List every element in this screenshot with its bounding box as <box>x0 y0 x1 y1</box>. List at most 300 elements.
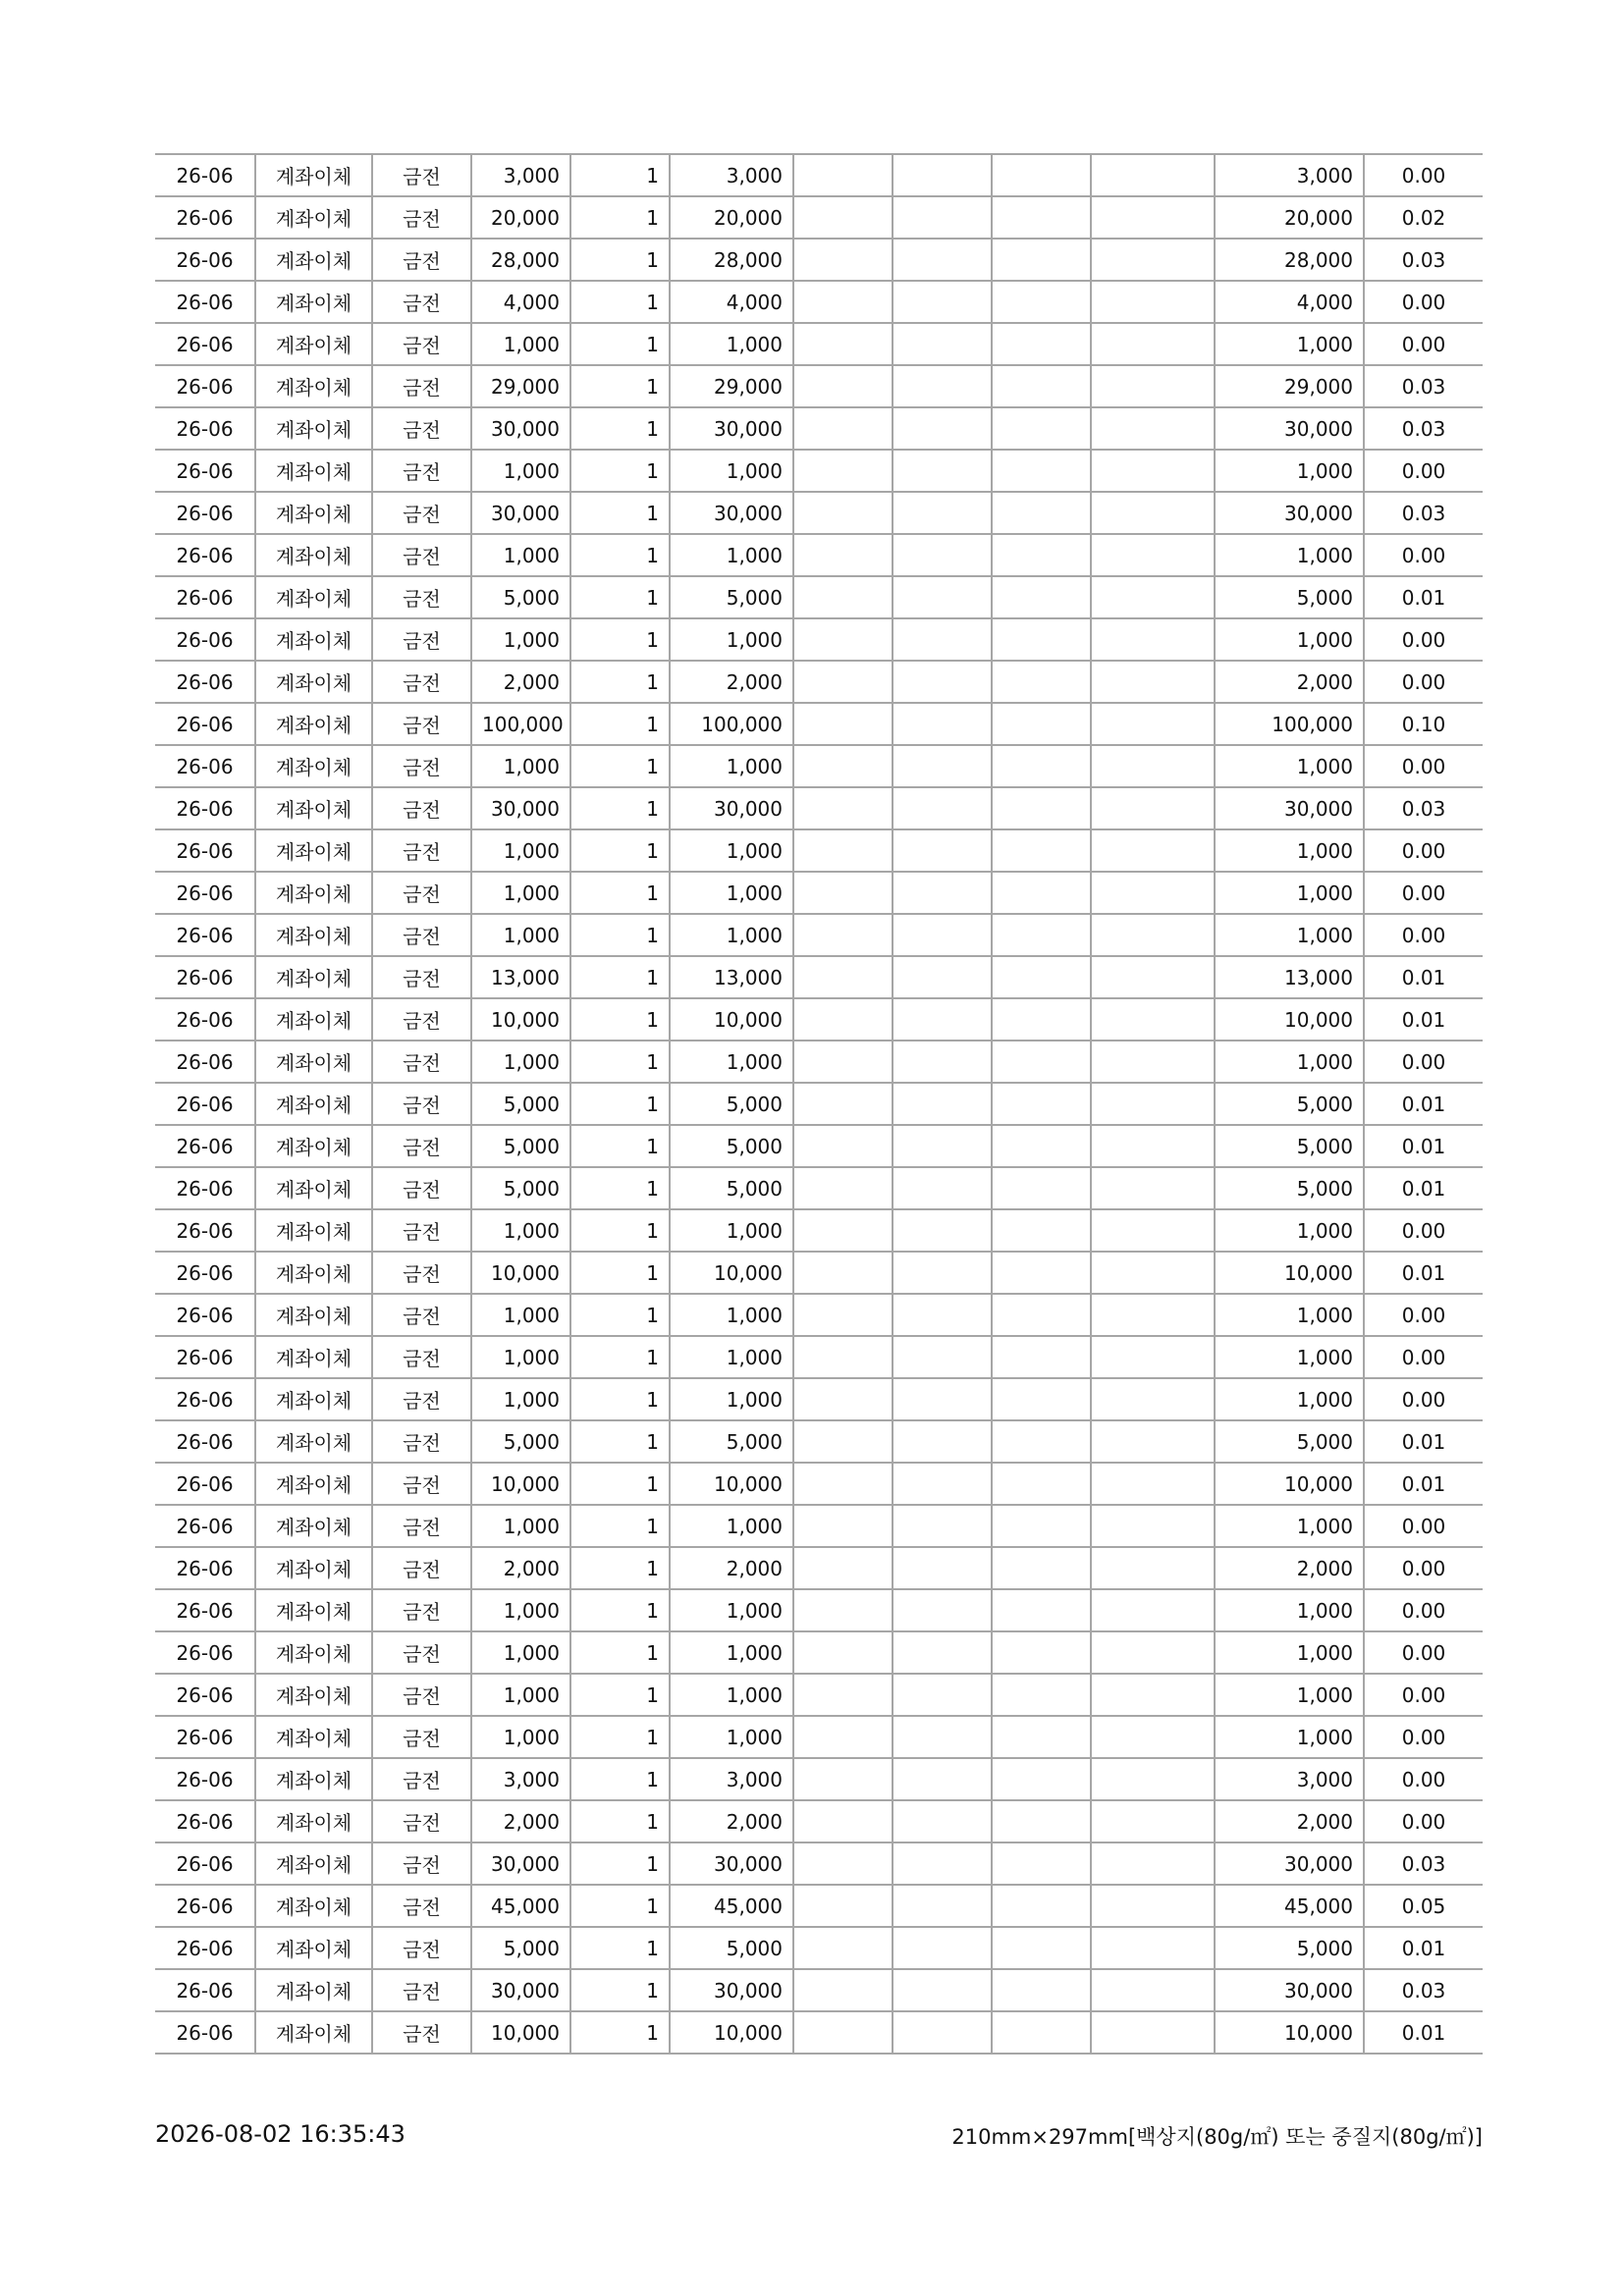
amount-cell: 10,000 <box>471 1463 570 1505</box>
ratio-cell: 0.10 <box>1364 703 1483 745</box>
date-cell: 26-06 <box>155 196 255 239</box>
extra-cell-1 <box>793 998 893 1041</box>
table-row <box>155 787 1483 829</box>
extra-cell-3 <box>992 492 1091 534</box>
ratio-cell: 0.01 <box>1364 2011 1483 2054</box>
count-cell: 1 <box>570 1800 670 1842</box>
method-cell: 계좌이체 <box>255 1041 372 1083</box>
extra-cell-2 <box>893 1674 992 1716</box>
extra-cell-1 <box>793 1758 893 1800</box>
ratio-cell: 0.00 <box>1364 1209 1483 1252</box>
table-row <box>155 1336 1483 1378</box>
extra-cell-3 <box>992 1589 1091 1631</box>
method-cell: 계좌이체 <box>255 1631 372 1674</box>
extra-cell-2 <box>893 1758 992 1800</box>
date-cell: 26-06 <box>155 1420 255 1463</box>
extra-cell-1 <box>793 1547 893 1589</box>
subtotal-cell: 1,000 <box>670 745 793 787</box>
table-row <box>155 492 1483 534</box>
extra-cell-2 <box>893 1927 992 1969</box>
count-cell: 1 <box>570 1927 670 1969</box>
amount-cell: 30,000 <box>471 1969 570 2011</box>
ratio-cell: 0.00 <box>1364 1674 1483 1716</box>
subtotal-cell: 1,000 <box>670 1589 793 1631</box>
amount-cell: 5,000 <box>471 1927 570 1969</box>
type-cell: 금전 <box>372 787 471 829</box>
date-cell: 26-06 <box>155 998 255 1041</box>
extra-cell-3 <box>992 1083 1091 1125</box>
date-cell: 26-06 <box>155 1463 255 1505</box>
subtotal-cell: 45,000 <box>670 1885 793 1927</box>
extra-cell-1 <box>793 576 893 618</box>
ratio-cell: 0.00 <box>1364 618 1483 661</box>
extra-cell-4 <box>1091 1589 1215 1631</box>
table-row <box>155 1252 1483 1294</box>
ratio-cell: 0.00 <box>1364 1758 1483 1800</box>
count-cell: 1 <box>570 872 670 914</box>
extra-cell-3 <box>992 281 1091 323</box>
extra-cell-1 <box>793 1505 893 1547</box>
amount-cell: 1,000 <box>471 914 570 956</box>
method-cell: 계좌이체 <box>255 1420 372 1463</box>
amount-cell: 2,000 <box>471 1800 570 1842</box>
date-cell: 26-06 <box>155 1842 255 1885</box>
count-cell: 1 <box>570 1505 670 1547</box>
subtotal-cell: 1,000 <box>670 323 793 365</box>
type-cell: 금전 <box>372 281 471 323</box>
type-cell: 금전 <box>372 1463 471 1505</box>
total-cell: 1,000 <box>1215 534 1364 576</box>
method-cell: 계좌이체 <box>255 492 372 534</box>
count-cell: 1 <box>570 281 670 323</box>
date-cell: 26-06 <box>155 872 255 914</box>
total-cell: 20,000 <box>1215 196 1364 239</box>
total-cell: 13,000 <box>1215 956 1364 998</box>
subtotal-cell: 10,000 <box>670 998 793 1041</box>
method-cell: 계좌이체 <box>255 196 372 239</box>
extra-cell-3 <box>992 534 1091 576</box>
extra-cell-1 <box>793 534 893 576</box>
extra-cell-4 <box>1091 2011 1215 2054</box>
extra-cell-2 <box>893 365 992 407</box>
table-row <box>155 407 1483 450</box>
extra-cell-1 <box>793 365 893 407</box>
count-cell: 1 <box>570 323 670 365</box>
extra-cell-3 <box>992 196 1091 239</box>
type-cell: 금전 <box>372 956 471 998</box>
method-cell: 계좌이체 <box>255 239 372 281</box>
ledger-body <box>155 154 1483 2054</box>
extra-cell-4 <box>1091 872 1215 914</box>
extra-cell-3 <box>992 745 1091 787</box>
extra-cell-1 <box>793 618 893 661</box>
type-cell: 금전 <box>372 1758 471 1800</box>
table-row <box>155 1167 1483 1209</box>
total-cell: 1,000 <box>1215 1674 1364 1716</box>
date-cell: 26-06 <box>155 239 255 281</box>
subtotal-cell: 1,000 <box>670 618 793 661</box>
method-cell: 계좌이체 <box>255 1674 372 1716</box>
ratio-cell: 0.00 <box>1364 745 1483 787</box>
count-cell: 1 <box>570 1885 670 1927</box>
count-cell: 1 <box>570 1041 670 1083</box>
extra-cell-4 <box>1091 534 1215 576</box>
extra-cell-4 <box>1091 1716 1215 1758</box>
subtotal-cell: 30,000 <box>670 1842 793 1885</box>
method-cell: 계좌이체 <box>255 661 372 703</box>
extra-cell-4 <box>1091 1125 1215 1167</box>
extra-cell-3 <box>992 1842 1091 1885</box>
extra-cell-3 <box>992 1041 1091 1083</box>
extra-cell-1 <box>793 239 893 281</box>
subtotal-cell: 3,000 <box>670 154 793 196</box>
ratio-cell: 0.01 <box>1364 1927 1483 1969</box>
amount-cell: 30,000 <box>471 1842 570 1885</box>
table-row <box>155 1800 1483 1842</box>
ratio-cell: 0.00 <box>1364 1800 1483 1842</box>
amount-cell: 2,000 <box>471 1547 570 1589</box>
extra-cell-2 <box>893 1800 992 1842</box>
table-row <box>155 1631 1483 1674</box>
count-cell: 1 <box>570 239 670 281</box>
ratio-cell: 0.03 <box>1364 365 1483 407</box>
ratio-cell: 0.00 <box>1364 450 1483 492</box>
extra-cell-4 <box>1091 154 1215 196</box>
date-cell: 26-06 <box>155 745 255 787</box>
method-cell: 계좌이체 <box>255 1547 372 1589</box>
extra-cell-1 <box>793 745 893 787</box>
ratio-cell: 0.00 <box>1364 1716 1483 1758</box>
extra-cell-2 <box>893 1252 992 1294</box>
type-cell: 금전 <box>372 661 471 703</box>
extra-cell-2 <box>893 703 992 745</box>
extra-cell-1 <box>793 281 893 323</box>
subtotal-cell: 5,000 <box>670 1083 793 1125</box>
extra-cell-4 <box>1091 1842 1215 1885</box>
amount-cell: 1,000 <box>471 534 570 576</box>
method-cell: 계좌이체 <box>255 829 372 872</box>
extra-cell-2 <box>893 872 992 914</box>
method-cell: 계좌이체 <box>255 1336 372 1378</box>
extra-cell-1 <box>793 1969 893 2011</box>
amount-cell: 1,000 <box>471 1716 570 1758</box>
extra-cell-3 <box>992 365 1091 407</box>
amount-cell: 1,000 <box>471 829 570 872</box>
method-cell: 계좌이체 <box>255 1589 372 1631</box>
extra-cell-2 <box>893 661 992 703</box>
table-row <box>155 872 1483 914</box>
total-cell: 30,000 <box>1215 407 1364 450</box>
extra-cell-4 <box>1091 492 1215 534</box>
table-row <box>155 534 1483 576</box>
extra-cell-1 <box>793 956 893 998</box>
extra-cell-2 <box>893 2011 992 2054</box>
ratio-cell: 0.00 <box>1364 872 1483 914</box>
total-cell: 10,000 <box>1215 998 1364 1041</box>
total-cell: 1,000 <box>1215 1294 1364 1336</box>
total-cell: 1,000 <box>1215 1041 1364 1083</box>
subtotal-cell: 1,000 <box>670 1378 793 1420</box>
extra-cell-3 <box>992 450 1091 492</box>
table-row <box>155 1674 1483 1716</box>
extra-cell-3 <box>992 1336 1091 1378</box>
table-row <box>155 1125 1483 1167</box>
amount-cell: 5,000 <box>471 1083 570 1125</box>
type-cell: 금전 <box>372 872 471 914</box>
ratio-cell: 0.00 <box>1364 1547 1483 1589</box>
ratio-cell: 0.01 <box>1364 1083 1483 1125</box>
extra-cell-1 <box>793 1336 893 1378</box>
type-cell: 금전 <box>372 1631 471 1674</box>
extra-cell-4 <box>1091 1969 1215 2011</box>
total-cell: 3,000 <box>1215 154 1364 196</box>
donation-ledger-table <box>155 153 1483 2055</box>
extra-cell-2 <box>893 1420 992 1463</box>
method-cell: 계좌이체 <box>255 1842 372 1885</box>
extra-cell-4 <box>1091 956 1215 998</box>
date-cell: 26-06 <box>155 1125 255 1167</box>
count-cell: 1 <box>570 1294 670 1336</box>
extra-cell-3 <box>992 1378 1091 1420</box>
method-cell: 계좌이체 <box>255 1800 372 1842</box>
method-cell: 계좌이체 <box>255 1378 372 1420</box>
total-cell: 5,000 <box>1215 1420 1364 1463</box>
total-cell: 10,000 <box>1215 1463 1364 1505</box>
total-cell: 1,000 <box>1215 1209 1364 1252</box>
extra-cell-1 <box>793 1885 893 1927</box>
table-row <box>155 1420 1483 1463</box>
type-cell: 금전 <box>372 1842 471 1885</box>
amount-cell: 1,000 <box>471 450 570 492</box>
extra-cell-2 <box>893 1167 992 1209</box>
method-cell: 계좌이체 <box>255 914 372 956</box>
total-cell: 1,000 <box>1215 1631 1364 1674</box>
amount-cell: 10,000 <box>471 1252 570 1294</box>
ratio-cell: 0.01 <box>1364 1125 1483 1167</box>
extra-cell-2 <box>893 407 992 450</box>
method-cell: 계좌이체 <box>255 1885 372 1927</box>
total-cell: 3,000 <box>1215 1758 1364 1800</box>
count-cell: 1 <box>570 1125 670 1167</box>
extra-cell-1 <box>793 1716 893 1758</box>
count-cell: 1 <box>570 787 670 829</box>
extra-cell-4 <box>1091 1800 1215 1842</box>
amount-cell: 1,000 <box>471 1294 570 1336</box>
ratio-cell: 0.00 <box>1364 1631 1483 1674</box>
amount-cell: 1,000 <box>471 1041 570 1083</box>
count-cell: 1 <box>570 1842 670 1885</box>
extra-cell-3 <box>992 1547 1091 1589</box>
total-cell: 1,000 <box>1215 1505 1364 1547</box>
type-cell: 금전 <box>372 998 471 1041</box>
date-cell: 26-06 <box>155 914 255 956</box>
extra-cell-3 <box>992 1463 1091 1505</box>
ratio-cell: 0.00 <box>1364 1505 1483 1547</box>
amount-cell: 1,000 <box>471 1378 570 1420</box>
extra-cell-1 <box>793 154 893 196</box>
extra-cell-1 <box>793 1674 893 1716</box>
extra-cell-1 <box>793 450 893 492</box>
extra-cell-3 <box>992 1885 1091 1927</box>
method-cell: 계좌이체 <box>255 154 372 196</box>
table-row <box>155 1547 1483 1589</box>
extra-cell-2 <box>893 492 992 534</box>
date-cell: 26-06 <box>155 1716 255 1758</box>
count-cell: 1 <box>570 1420 670 1463</box>
type-cell: 금전 <box>372 323 471 365</box>
extra-cell-1 <box>793 1927 893 1969</box>
type-cell: 금전 <box>372 1125 471 1167</box>
amount-cell: 3,000 <box>471 154 570 196</box>
type-cell: 금전 <box>372 1885 471 1927</box>
amount-cell: 10,000 <box>471 2011 570 2054</box>
total-cell: 30,000 <box>1215 787 1364 829</box>
subtotal-cell: 2,000 <box>670 1800 793 1842</box>
count-cell: 1 <box>570 1083 670 1125</box>
date-cell: 26-06 <box>155 787 255 829</box>
extra-cell-1 <box>793 407 893 450</box>
method-cell: 계좌이체 <box>255 1969 372 2011</box>
extra-cell-3 <box>992 1674 1091 1716</box>
extra-cell-3 <box>992 2011 1091 2054</box>
amount-cell: 45,000 <box>471 1885 570 1927</box>
type-cell: 금전 <box>372 1589 471 1631</box>
ratio-cell: 0.00 <box>1364 1378 1483 1420</box>
extra-cell-2 <box>893 1378 992 1420</box>
extra-cell-1 <box>793 703 893 745</box>
type-cell: 금전 <box>372 1969 471 2011</box>
subtotal-cell: 30,000 <box>670 787 793 829</box>
count-cell: 1 <box>570 1631 670 1674</box>
total-cell: 1,000 <box>1215 1589 1364 1631</box>
subtotal-cell: 2,000 <box>670 1547 793 1589</box>
ratio-cell: 0.01 <box>1364 1252 1483 1294</box>
amount-cell: 30,000 <box>471 492 570 534</box>
extra-cell-1 <box>793 1083 893 1125</box>
subtotal-cell: 20,000 <box>670 196 793 239</box>
date-cell: 26-06 <box>155 1336 255 1378</box>
extra-cell-2 <box>893 914 992 956</box>
amount-cell: 1,000 <box>471 872 570 914</box>
extra-cell-3 <box>992 1927 1091 1969</box>
table-row <box>155 703 1483 745</box>
total-cell: 1,000 <box>1215 323 1364 365</box>
date-cell: 26-06 <box>155 323 255 365</box>
extra-cell-3 <box>992 1125 1091 1167</box>
type-cell: 금전 <box>372 1800 471 1842</box>
date-cell: 26-06 <box>155 1758 255 1800</box>
subtotal-cell: 1,000 <box>670 1631 793 1674</box>
extra-cell-2 <box>893 1505 992 1547</box>
method-cell: 계좌이체 <box>255 787 372 829</box>
ratio-cell: 0.01 <box>1364 956 1483 998</box>
extra-cell-1 <box>793 1420 893 1463</box>
extra-cell-2 <box>893 534 992 576</box>
type-cell: 금전 <box>372 365 471 407</box>
ratio-cell: 0.00 <box>1364 1041 1483 1083</box>
table-row <box>155 1885 1483 1927</box>
date-cell: 26-06 <box>155 281 255 323</box>
date-cell: 26-06 <box>155 1927 255 1969</box>
subtotal-cell: 1,000 <box>670 1505 793 1547</box>
table-row <box>155 1083 1483 1125</box>
total-cell: 100,000 <box>1215 703 1364 745</box>
table-row <box>155 618 1483 661</box>
method-cell: 계좌이체 <box>255 1758 372 1800</box>
method-cell: 계좌이체 <box>255 745 372 787</box>
table-row <box>155 576 1483 618</box>
extra-cell-2 <box>893 1716 992 1758</box>
extra-cell-4 <box>1091 239 1215 281</box>
method-cell: 계좌이체 <box>255 2011 372 2054</box>
extra-cell-3 <box>992 1800 1091 1842</box>
ratio-cell: 0.02 <box>1364 196 1483 239</box>
date-cell: 26-06 <box>155 1083 255 1125</box>
table-row <box>155 2011 1483 2054</box>
ratio-cell: 0.00 <box>1364 323 1483 365</box>
subtotal-cell: 28,000 <box>670 239 793 281</box>
amount-cell: 1,000 <box>471 1336 570 1378</box>
total-cell: 2,000 <box>1215 661 1364 703</box>
type-cell: 금전 <box>372 450 471 492</box>
paper-spec: 210mm×297mm[백상지(80g/㎡) 또는 중질지(80g/㎡)] <box>951 2125 1483 2149</box>
count-cell: 1 <box>570 1252 670 1294</box>
method-cell: 계좌이체 <box>255 450 372 492</box>
type-cell: 금전 <box>372 2011 471 2054</box>
extra-cell-1 <box>793 914 893 956</box>
extra-cell-2 <box>893 1209 992 1252</box>
table-row <box>155 914 1483 956</box>
type-cell: 금전 <box>372 492 471 534</box>
extra-cell-3 <box>992 239 1091 281</box>
table-row <box>155 281 1483 323</box>
table-row <box>155 154 1483 196</box>
method-cell: 계좌이체 <box>255 1505 372 1547</box>
extra-cell-4 <box>1091 1167 1215 1209</box>
extra-cell-4 <box>1091 1758 1215 1800</box>
count-cell: 1 <box>570 154 670 196</box>
extra-cell-2 <box>893 1294 992 1336</box>
table-row <box>155 956 1483 998</box>
total-cell: 1,000 <box>1215 618 1364 661</box>
total-cell: 29,000 <box>1215 365 1364 407</box>
extra-cell-4 <box>1091 281 1215 323</box>
subtotal-cell: 2,000 <box>670 661 793 703</box>
extra-cell-1 <box>793 787 893 829</box>
extra-cell-4 <box>1091 1336 1215 1378</box>
count-cell: 1 <box>570 1209 670 1252</box>
extra-cell-4 <box>1091 323 1215 365</box>
date-cell: 26-06 <box>155 1167 255 1209</box>
method-cell: 계좌이체 <box>255 618 372 661</box>
count-cell: 1 <box>570 745 670 787</box>
count-cell: 1 <box>570 703 670 745</box>
table-row <box>155 1505 1483 1547</box>
subtotal-cell: 5,000 <box>670 1125 793 1167</box>
total-cell: 5,000 <box>1215 1125 1364 1167</box>
extra-cell-2 <box>893 1631 992 1674</box>
type-cell: 금전 <box>372 1716 471 1758</box>
extra-cell-4 <box>1091 745 1215 787</box>
subtotal-cell: 1,000 <box>670 1041 793 1083</box>
total-cell: 4,000 <box>1215 281 1364 323</box>
subtotal-cell: 1,000 <box>670 829 793 872</box>
method-cell: 계좌이체 <box>255 1463 372 1505</box>
count-cell: 1 <box>570 618 670 661</box>
date-cell: 26-06 <box>155 1252 255 1294</box>
extra-cell-3 <box>992 1631 1091 1674</box>
type-cell: 금전 <box>372 239 471 281</box>
